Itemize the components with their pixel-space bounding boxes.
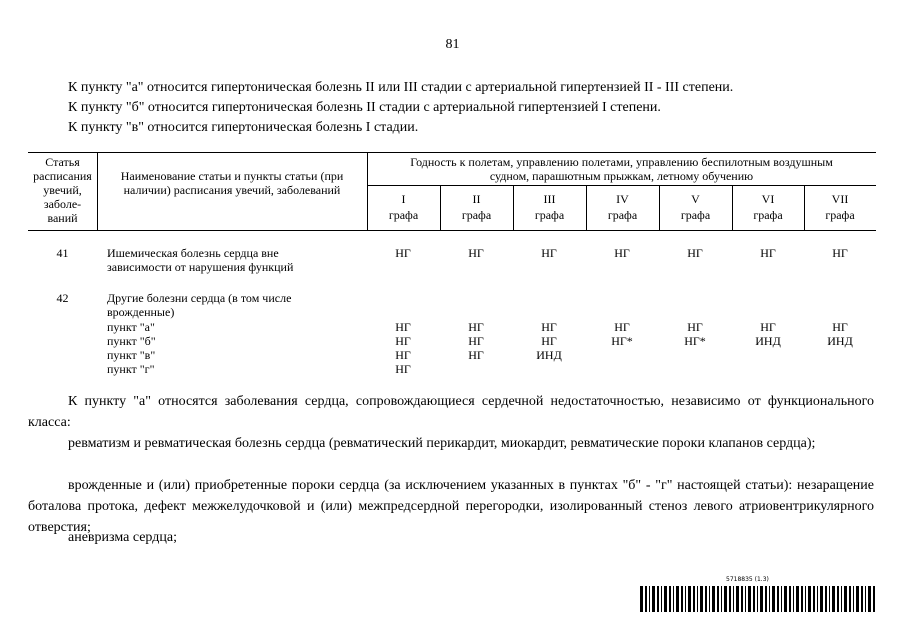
row-name: Ишемическая болезнь сердца вне зависимости от нарушения функций <box>107 246 294 274</box>
value-cell: НГ <box>614 320 630 334</box>
value-cell: ИНД <box>536 348 562 362</box>
value-cell: ИНД <box>755 334 781 348</box>
column-header-2: II графа <box>461 192 492 222</box>
barcode-number: 5718835 (1.3) <box>726 576 769 583</box>
value-cell: НГ <box>541 246 557 260</box>
column-header-6: VI графа <box>753 192 783 222</box>
value-cell: ИНД <box>827 334 853 348</box>
value-cell: НГ <box>395 246 411 260</box>
intro-line: К пункту "в" относится гипертоническая болезнь I стадии. <box>68 120 419 135</box>
value-cell: НГ <box>395 334 411 348</box>
header-text: Годность к полетам, управлению полетами, управлению беспилотным воздушным <box>410 155 833 169</box>
row-name: пункт "б" <box>107 334 156 348</box>
value-cell: НГ* <box>611 334 633 348</box>
header-text: заболе- <box>43 197 82 211</box>
header-text: Наименование статьи и пункты статьи (при <box>120 169 344 183</box>
value-cell: НГ <box>468 320 484 334</box>
intro-line: К пункту "б" относится гипертоническая болезнь II стадии с артериальной гипертензией I степени. <box>68 100 661 115</box>
column-header-5: V графа <box>680 192 711 222</box>
header-text: наличии) расписания увечий, заболеваний <box>123 183 341 197</box>
value-cell: НГ* <box>684 334 706 348</box>
header-fitness-group <box>367 155 876 183</box>
value-cell: НГ <box>468 334 484 348</box>
col-divider <box>97 152 98 230</box>
column-header-1: I графа <box>388 192 419 222</box>
column-header-7: VII графа <box>825 192 855 222</box>
header-text: Статья <box>45 155 80 169</box>
column-header-3: III графа <box>534 192 565 222</box>
row-article: 41 <box>56 246 69 260</box>
paragraph: ревматизм и ревматическая болезнь сердца (ревматический перикардит, миокардит, ревматические пороки клапанов сердца); <box>68 436 816 451</box>
header-article <box>28 155 97 225</box>
table-top-border <box>28 152 876 153</box>
header-text: увечий, <box>43 183 82 197</box>
value-cell: НГ <box>468 348 484 362</box>
value-cell: НГ <box>760 320 776 334</box>
header-bottom-border <box>28 230 876 231</box>
row-name: пункт "а" <box>107 320 155 334</box>
barcode-icon <box>640 586 876 612</box>
row-article: 42 <box>56 291 69 305</box>
intro-block <box>68 78 733 138</box>
value-cell: НГ <box>395 362 411 376</box>
value-cell: НГ <box>541 334 557 348</box>
header-name <box>100 169 364 197</box>
value-cell: НГ <box>614 246 630 260</box>
value-cell: НГ <box>760 246 776 260</box>
value-cell: НГ <box>468 246 484 260</box>
header-text: ваний <box>47 211 78 225</box>
value-cell: НГ <box>687 246 703 260</box>
row-name: Другие болезни сердца (в том числе врожденные) <box>107 291 292 319</box>
group-header-rule <box>367 185 876 186</box>
value-cell: НГ <box>687 320 703 334</box>
intro-line: К пункту "а" относится гипертоническая болезнь II или III стадии с артериальной гипертензией II - III степени. <box>68 80 734 95</box>
paragraph: аневризма сердца; <box>68 530 177 545</box>
column-header-4: IV графа <box>607 192 638 222</box>
value-cell: НГ <box>395 348 411 362</box>
header-text: расписания <box>33 169 92 183</box>
value-cell: НГ <box>832 320 848 334</box>
row-name: пункт "в" <box>107 348 156 362</box>
value-cell: НГ <box>832 246 848 260</box>
paragraph: врожденные и (или) приобретенные пороки сердца (за исключением указанных в пунктах "б" - "г" настоящей статьи): незаращение боталова протока, дефект межжелудочковой и (или) межпредсердной перегородки, изолированный стеноз левого атриовентрикулярного отверстия; <box>28 478 874 535</box>
value-cell: НГ <box>395 320 411 334</box>
paragraph: К пункту "а" относятся заболевания сердца, сопровождающиеся сердечной недостаточностью, независимо от функционального класса: <box>28 394 874 430</box>
value-cell: НГ <box>541 320 557 334</box>
page-number: 81 <box>445 37 460 52</box>
row-name: пункт "г" <box>107 362 155 376</box>
header-text: судном, парашютным прыжкам, летному обучению <box>489 169 754 183</box>
